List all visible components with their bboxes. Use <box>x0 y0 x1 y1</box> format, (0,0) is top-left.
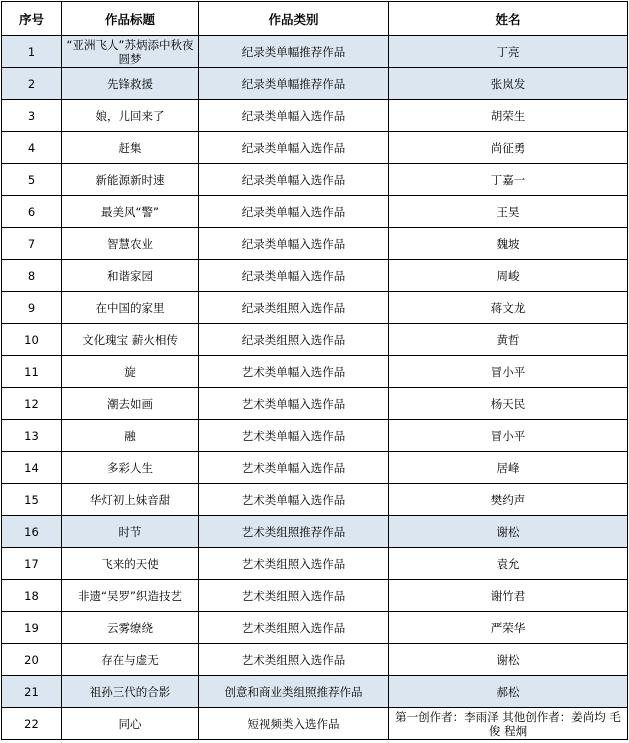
cell-title: 飞来的天使 <box>62 548 199 580</box>
cell-no: 2 <box>2 68 62 100</box>
cell-category: 纪录类单幅推荐作品 <box>199 68 389 100</box>
header-title: 作品标题 <box>62 2 199 36</box>
cell-name: 黄哲 <box>389 324 628 356</box>
cell-no: 18 <box>2 580 62 612</box>
cell-no: 5 <box>2 164 62 196</box>
cell-name: 胡荣生 <box>389 100 628 132</box>
cell-category: 艺术类组照推荐作品 <box>199 516 389 548</box>
cell-title: 潮去如画 <box>62 388 199 420</box>
cell-category: 纪录类单幅入选作品 <box>199 164 389 196</box>
cell-title: 先锋救援 <box>62 68 199 100</box>
cell-no: 6 <box>2 196 62 228</box>
cell-name: 杨天民 <box>389 388 628 420</box>
cell-no: 10 <box>2 324 62 356</box>
cell-category: 艺术类单幅入选作品 <box>199 452 389 484</box>
cell-category: 艺术类单幅入选作品 <box>199 388 389 420</box>
cell-title: 在中国的家里 <box>62 292 199 324</box>
cell-name: 樊约声 <box>389 484 628 516</box>
cell-no: 14 <box>2 452 62 484</box>
cell-no: 19 <box>2 612 62 644</box>
cell-category: 艺术类单幅入选作品 <box>199 356 389 388</box>
cell-name: 第一创作者：李雨泽 其他创作者：姜尚均 毛俊 程炯 <box>389 708 628 740</box>
cell-category: 纪录类组照入选作品 <box>199 324 389 356</box>
cell-name: 蒋文龙 <box>389 292 628 324</box>
cell-title: 华灯初上妹音甜 <box>62 484 199 516</box>
cell-name: 冒小平 <box>389 356 628 388</box>
cell-category: 艺术类单幅入选作品 <box>199 420 389 452</box>
cell-title: “亚洲飞人”苏炳添中秋夜圆梦 <box>62 36 199 68</box>
cell-no: 17 <box>2 548 62 580</box>
cell-no: 4 <box>2 132 62 164</box>
cell-title: 新能源新时速 <box>62 164 199 196</box>
cell-name: 谢松 <box>389 516 628 548</box>
cell-no: 20 <box>2 644 62 676</box>
cell-name: 冒小平 <box>389 420 628 452</box>
cell-no: 11 <box>2 356 62 388</box>
cell-category: 纪录类单幅入选作品 <box>199 196 389 228</box>
cell-category: 艺术类组照入选作品 <box>199 644 389 676</box>
cell-title: 融 <box>62 420 199 452</box>
header-no: 序号 <box>2 2 62 36</box>
cell-category: 艺术类组照入选作品 <box>199 548 389 580</box>
header-row <box>2 2 628 36</box>
cell-no: 8 <box>2 260 62 292</box>
cell-category: 纪录类单幅推荐作品 <box>199 36 389 68</box>
cell-title: 祖孙三代的合影 <box>62 676 199 708</box>
cell-name: 谢竹君 <box>389 580 628 612</box>
table-row <box>2 228 628 260</box>
table-row <box>2 484 628 516</box>
cell-title: 和谐家园 <box>62 260 199 292</box>
cell-name: 袁允 <box>389 548 628 580</box>
cell-no: 16 <box>2 516 62 548</box>
cell-title: 存在与虚无 <box>62 644 199 676</box>
cell-category: 艺术类组照入选作品 <box>199 612 389 644</box>
cell-no: 22 <box>2 708 62 740</box>
cell-no: 1 <box>2 36 62 68</box>
cell-name: 严荣华 <box>389 612 628 644</box>
cell-name: 谢松 <box>389 644 628 676</box>
cell-no: 15 <box>2 484 62 516</box>
cell-title: 多彩人生 <box>62 452 199 484</box>
cell-no: 7 <box>2 228 62 260</box>
cell-title: 文化瑰宝 薪火相传 <box>62 324 199 356</box>
cell-category: 纪录类单幅入选作品 <box>199 228 389 260</box>
cell-title: 最美风“警” <box>62 196 199 228</box>
table-row <box>2 36 628 68</box>
cell-title: 同心 <box>62 708 199 740</box>
cell-category: 纪录类单幅入选作品 <box>199 100 389 132</box>
cell-title: 智慧农业 <box>62 228 199 260</box>
table-row <box>2 388 628 420</box>
table-row <box>2 196 628 228</box>
table-row <box>2 100 628 132</box>
table-row <box>2 644 628 676</box>
cell-no: 13 <box>2 420 62 452</box>
table-row <box>2 132 628 164</box>
cell-category: 纪录类单幅入选作品 <box>199 132 389 164</box>
cell-name: 周峻 <box>389 260 628 292</box>
table-row <box>2 164 628 196</box>
table-row <box>2 548 628 580</box>
cell-name: 王昊 <box>389 196 628 228</box>
cell-category: 纪录类单幅入选作品 <box>199 260 389 292</box>
cell-title: 非遗“吴罗”织造技艺 <box>62 580 199 612</box>
cell-title: 赶集 <box>62 132 199 164</box>
cell-name: 张岚发 <box>389 68 628 100</box>
cell-name: 居峰 <box>389 452 628 484</box>
cell-category: 艺术类组照入选作品 <box>199 580 389 612</box>
table-row <box>2 292 628 324</box>
header-name: 姓名 <box>389 2 628 36</box>
table-body <box>2 36 628 740</box>
table-row <box>2 452 628 484</box>
table-row <box>2 516 628 548</box>
cell-category: 纪录类组照入选作品 <box>199 292 389 324</box>
award-table <box>1 1 628 740</box>
table-row <box>2 356 628 388</box>
cell-title: 娘，儿回来了 <box>62 100 199 132</box>
table-row <box>2 260 628 292</box>
cell-title: 旋 <box>62 356 199 388</box>
cell-name: 郝松 <box>389 676 628 708</box>
cell-name: 魏坡 <box>389 228 628 260</box>
table-row <box>2 676 628 708</box>
table-row <box>2 580 628 612</box>
cell-category: 艺术类单幅入选作品 <box>199 484 389 516</box>
cell-name: 尚征勇 <box>389 132 628 164</box>
table-row <box>2 324 628 356</box>
header-category: 作品类别 <box>199 2 389 36</box>
cell-no: 12 <box>2 388 62 420</box>
cell-no: 21 <box>2 676 62 708</box>
cell-category: 短视频类入选作品 <box>199 708 389 740</box>
table-row <box>2 612 628 644</box>
cell-no: 9 <box>2 292 62 324</box>
cell-no: 3 <box>2 100 62 132</box>
cell-title: 时节 <box>62 516 199 548</box>
table-row <box>2 708 628 740</box>
cell-name: 丁嘉一 <box>389 164 628 196</box>
cell-name: 丁亮 <box>389 36 628 68</box>
table-row <box>2 68 628 100</box>
table-row <box>2 420 628 452</box>
cell-title: 云雾缭绕 <box>62 612 199 644</box>
cell-category: 创意和商业类组照推荐作品 <box>199 676 389 708</box>
